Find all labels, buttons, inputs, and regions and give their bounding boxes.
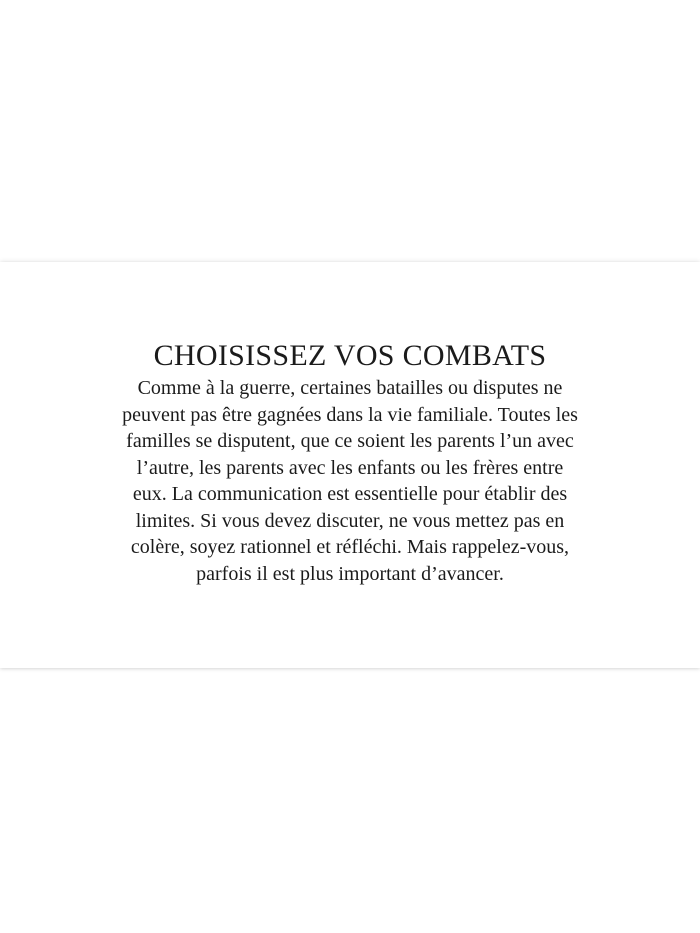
body-line: limites. Si vous devez discuter, ne vous mettez pas en <box>135 509 565 532</box>
body-line: familles se disputent, que ce soient les parents l’un avec <box>126 430 574 452</box>
card-title: CHOISISSEZ VOS COMBATS <box>153 339 547 372</box>
body-line: parfois il est plus important d’avancer. <box>196 562 504 585</box>
card-body <box>0 375 700 587</box>
body-line: l’autre, les parents avec les enfants ou les frères entre <box>136 456 564 479</box>
body-line: Comme à la guerre, certaines batailles ou disputes ne <box>137 377 563 399</box>
quote-card <box>0 262 700 668</box>
body-line: eux. La communication est essentielle pour établir des <box>132 483 568 505</box>
body-line: peuvent pas être gagnées dans la vie familiale. Toutes les <box>122 403 578 426</box>
body-line: colère, soyez rationnel et réfléchi. Mais rappelez-vous, <box>130 536 570 558</box>
